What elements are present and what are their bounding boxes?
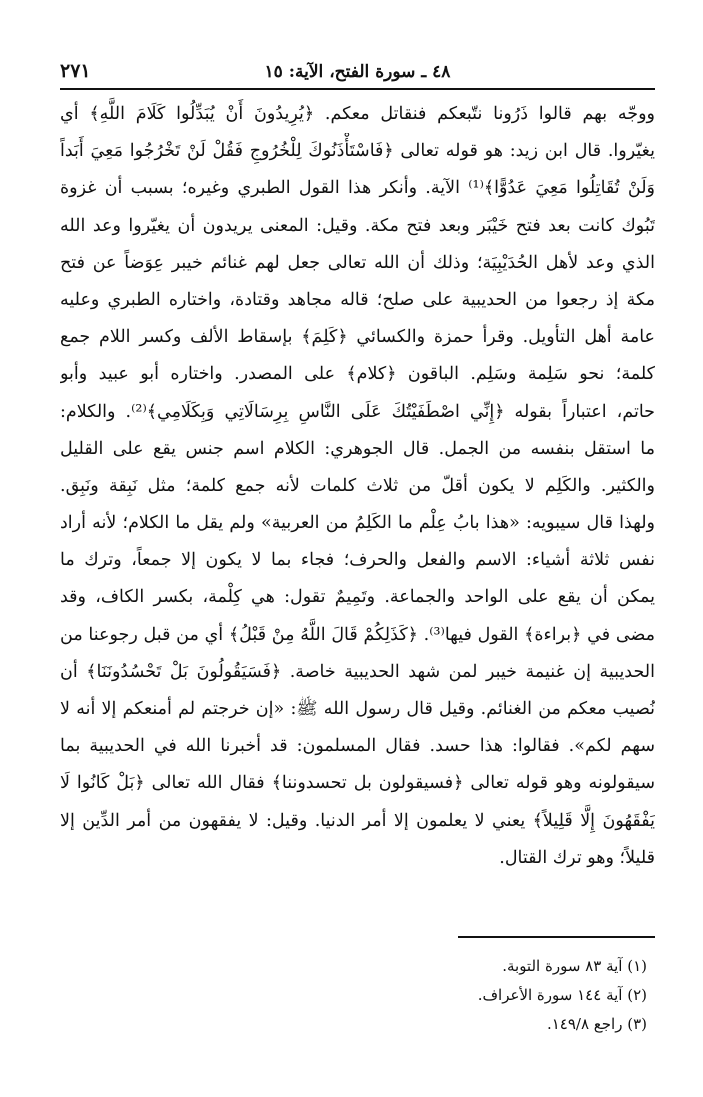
- text-line: سيقولونه وهو قوله تعالى ﴿فسيقولون بل تحسدوننا﴾ فقال الله تعالى ﴿بَلْ كَانُوا لَا: [60, 773, 655, 794]
- text-line: عامة أهل التأويل. وقرأ حمزة والكسائي ﴿كَلِمَ﴾ بإسقاط الألف وكسر اللام جمع: [60, 327, 655, 348]
- footnote-divider: [458, 936, 655, 938]
- text-line: حاتم، اعتباراً بقوله ﴿إِنِّي اصْطَفَيْتُكَ عَلَى النَّاسِ بِرِسَالَاتِي وَبِكَلَامِي﴾⁽²⁾. والكلام:: [60, 401, 655, 422]
- text-line: مضى في ﴿براءة﴾ القول فيها⁽³⁾. ﴿كَذَلِكُمْ قَالَ اللَّهُ مِنْ قَبْلُ﴾ أي من قبل رجوعنا من: [60, 624, 655, 645]
- text-line: الذي وعد لأهل الحُدَيْبِيَة؛ وذلك أن الله تعالى جعل لهم غنائم خيبر عِوَضاً عن فتح: [60, 252, 655, 273]
- text-line: قليلاً؛ وهو ترك القتال.: [499, 847, 655, 868]
- text-line: سهم لكم». فقالوا: هذا حسد. فقال المسلمون: قد أخبرنا الله في الحديبية بما: [60, 736, 655, 757]
- page-header: [60, 56, 655, 90]
- text-line: يَفْقَهُونَ إِلَّا قَلِيلاً﴾ يعني لا يعلمون إلا أمر الدنيا. وقيل: لا يفقهون من أمر الدِّين إلا: [60, 810, 655, 831]
- main-text: [60, 96, 655, 877]
- text-line: ووجّه بهم قالوا ذَرُونا نتّبعكم فنقاتل معكم. ﴿يُرِيدُونَ أَنْ يُبَدِّلُوا كَلَامَ اللَّهِ﴾ أي: [60, 104, 655, 124]
- page-number: ٢٧١: [60, 60, 91, 82]
- text-line: كلمة؛ نحو سَلِمة وسَلِم. الباقون ﴿كلام﴾ على المصدر. واختاره أبو عبيد وأبو: [60, 364, 655, 385]
- text-line: يغيّروا. قال ابن زيد: هو قوله تعالى ﴿فَاسْتَأْذَنُوكَ لِلْخُرُوجِ فَقُلْ لَنْ تَخْرُجُوا مَعِيَ أَبَداً: [60, 141, 655, 162]
- footnotes: [478, 952, 647, 1039]
- text-line: نُصيب معكم من الغنائم. وقيل قال رسول الله ﷺ: «إن خرجتم لم أمنعكم إلا أنه لا: [60, 699, 655, 719]
- running-title: ٤٨ ـ سورة الفتح، الآية: ١٥: [264, 62, 451, 82]
- header-divider: [60, 88, 655, 90]
- text-line: وَلَنْ تُقَاتِلُوا مَعِيَ عَدُوًّا﴾⁽¹⁾ الآية. وأنكر هذا القول الطبري وغيره؛ بسبب أن غزوة: [60, 178, 655, 199]
- text-line: الحديبية إن غنيمة خيبر لمن شهد الحديبية خاصة. ﴿فَسَيَقُولُونَ بَلْ تَحْسُدُونَنَا﴾ أن: [60, 661, 655, 682]
- text-line: ما استقل بنفسه من الجمل. قال الجوهري: الكلام اسم جنس يقع على القليل: [60, 438, 655, 459]
- text-line: تَبُوك كانت بعد فتح خَيْبَر وبعد فتح مكة. وقيل: المعنى يريدون أن يغيّروا وعد الله: [60, 215, 655, 236]
- text-line: نفس ثلاثة أشياء: الاسم والفعل والحرف؛ فجاء بما لا يكون إلا جمعاً، وترك ما: [60, 550, 655, 571]
- text-line: يمكن أن يقع على الواحد والجماعة. وتَمِيمٌ تقول: هي كِلْمة، بكسر الكاف، وقد: [60, 587, 655, 608]
- footnote-item: (٢) آية ١٤٤ سورة الأعراف.: [477, 986, 647, 1004]
- footnote-item: (١) آية ٨٣ سورة التوبة.: [502, 957, 647, 975]
- text-line: والكثير. والكَلِم لا يكون أقلّ من ثلاث كلمات لأنه جمع كلمة؛ مثل نَبِقة ونَبِق.: [60, 475, 655, 496]
- text-line: مكة إذ رجعوا من الحديبية على صلح؛ قاله مجاهد وقتادة، واختاره الطبري وعليه: [60, 289, 655, 310]
- footnote-item: (٣) راجع ١٤٩/٨.: [546, 1015, 647, 1033]
- text-line: ولهذا قال سيبويه: «هذا بابُ عِلْم ما الكَلِمُ من العربية» ولم يقل ما الكلام؛ لأنه أراد: [60, 513, 655, 534]
